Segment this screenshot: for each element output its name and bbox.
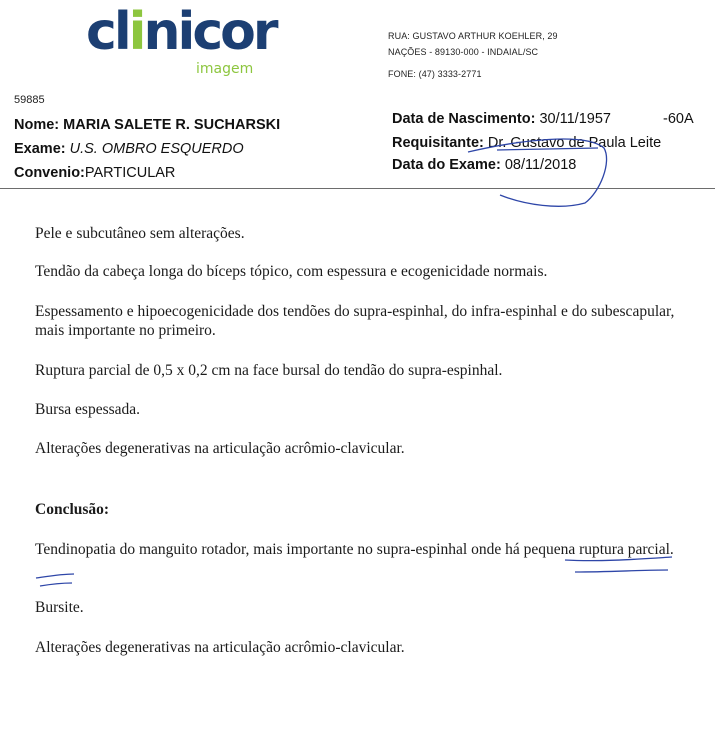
pen-underline-mark: [575, 570, 668, 572]
exam-date: 08/11/2018: [504, 157, 577, 173]
patient-name-row: [14, 118, 280, 133]
patient-name: MARIA SALETE R. SUCHARSKI: [63, 117, 281, 133]
exam-row: [14, 142, 244, 157]
exam-name: U.S. OMBRO ESQUERDO: [69, 141, 244, 157]
header-divider: [0, 188, 715, 189]
birth-date: 30/11/1957: [539, 111, 611, 127]
finding-paragraph: Alterações degenerativas na articulação acrômio-clavicular.: [35, 440, 405, 457]
requester-row: [392, 136, 661, 151]
logo-text-part: nicor: [143, 2, 276, 62]
address-line-1: RUA: GUSTAVO ARTHUR KOEHLER, 29: [388, 31, 558, 41]
finding-paragraph: Espessamento e hipoecogenicidade dos tendões do supra-espinhal, do infra-espinhal e do subescapular, mais importante no primeiro.: [35, 303, 675, 339]
finding-paragraph: Bursa espessada.: [35, 401, 141, 418]
pen-underline-mark: [36, 574, 74, 578]
requester-label: Requisitante:: [392, 135, 484, 151]
finding-paragraph: Tendão da cabeça longa do bíceps tópico, com espessura e ecogenicidade normais.: [35, 263, 548, 280]
finding-paragraph: Pele e subcutâneo sem alterações.: [35, 225, 245, 242]
birth-row: [392, 112, 611, 127]
clinicor-logo: [86, 2, 276, 62]
conclusion-paragraph: Bursite.: [35, 599, 84, 616]
logo-text-part: cl: [86, 2, 129, 62]
requester-name: Dr. Gustavo de Paula Leite: [487, 135, 662, 151]
convenio-label: Convenio:: [14, 165, 85, 181]
conclusion-paragraph: Alterações degenerativas na articulação acrômio-clavicular.: [35, 639, 405, 656]
convenio-value: PARTICULAR: [84, 165, 176, 181]
logo-text-dot: i: [128, 2, 144, 62]
patient-age: -60A: [663, 111, 694, 127]
finding-paragraph: Ruptura parcial de 0,5 x 0,2 cm na face bursal do tendão do supra-espinhal.: [35, 362, 503, 379]
exam-label: Exame:: [14, 141, 66, 157]
phone-number: FONE: (47) 3333-2771: [388, 69, 482, 79]
exam-date-label: Data do Exame:: [392, 157, 501, 173]
patient-code: 59885: [14, 94, 45, 106]
exam-date-row: [392, 158, 576, 173]
conclusion-heading: Conclusão:: [35, 501, 110, 518]
pen-underline-mark: [40, 583, 72, 586]
conclusion-paragraph: Tendinopatia do manguito rotador, mais importante no supra-espinhal onde há pequena ruptura parcial.: [35, 541, 674, 558]
convenio-row: [14, 166, 175, 181]
name-label: Nome:: [14, 117, 60, 133]
logo-subtitle: imagem: [196, 61, 254, 77]
birth-label: Data de Nascimento:: [392, 111, 536, 127]
address-line-2: NAÇÕES - 89130-000 - INDAIAL/SC: [388, 47, 539, 57]
